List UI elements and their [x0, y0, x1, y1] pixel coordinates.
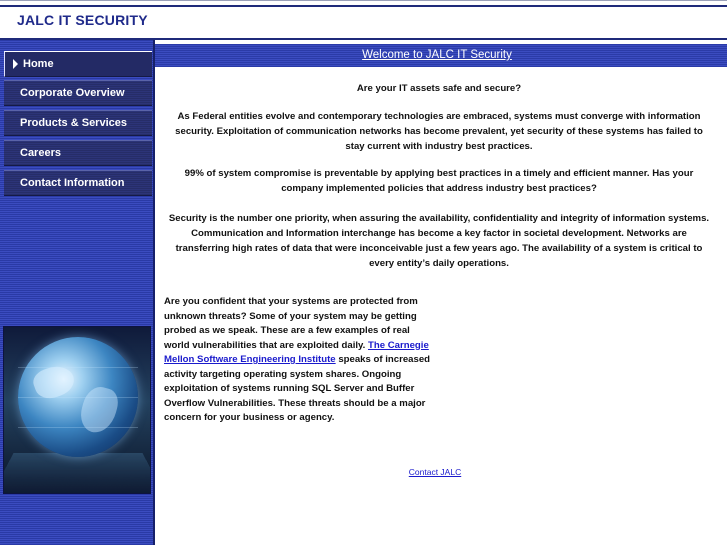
sidebar-item-label: Corporate Overview [20, 87, 125, 99]
sidebar-item-home[interactable] [4, 51, 152, 77]
globe-floor [3, 453, 151, 494]
sidebar-item-careers[interactable] [4, 140, 152, 166]
sidebar-item-label: Products & Services [20, 117, 127, 129]
globe-gridline [18, 367, 138, 368]
sidebar-item-products-services[interactable] [4, 110, 152, 136]
sidebar-item-label: Careers [20, 147, 61, 159]
sidebar [0, 40, 155, 545]
threats-text-before: Are you confident that your systems are protected from unknown threats? Some of your system may be getting probed as we speak. These are a few examples of real world vulnerabilities that are exploited daily. [164, 296, 418, 351]
globe-image [3, 326, 151, 494]
header [0, 0, 727, 40]
threats-text-after: speaks of increased activity targeting operating system shares. Ongoing exploitation of systems running SQL Server and Buffer Overflow Vulnerabilities. These threats should be a major concern for your business or agency. [164, 354, 431, 423]
arrow-right-icon [13, 59, 18, 69]
sidebar-item-label: Contact Information [20, 177, 125, 189]
welcome-bar [155, 44, 727, 67]
sidebar-item-label: Home [23, 58, 54, 70]
header-top-rule [0, 5, 727, 7]
compromise-paragraph: 99% of system compromise is preventable by applying best practices in a timely and efficient manner. Has your company implemented policies that address industry best practices? [184, 168, 694, 194]
cmu-sei-link[interactable]: The Carnegie Mellon Software Engineering Institute [164, 339, 429, 365]
site-title[interactable]: JALC IT SECURITY [17, 12, 148, 28]
security-paragraph: Security is the number one priority, when assuring the availability, confidentiality and integrity of information systems. Communication and Information interchange has become a key factor in societal development. Networks are transferring high rates of data that were inconceivable just a few years ago. The availability of a system is critical to every entity’s daily operations. [168, 213, 710, 269]
sidebar-item-contact-information[interactable] [4, 170, 152, 196]
sidebar-item-corporate-overview[interactable] [4, 80, 152, 106]
federal-paragraph: As Federal entities evolve and contemporary technologies are embraced, systems must converge with information security. Exploitation of communication networks has become prevalent, yet security of these systems has failed to stay current with industry best practices. [175, 111, 703, 152]
globe-gridline [18, 397, 138, 398]
intro-question: Are your IT assets safe and secure? [356, 83, 522, 94]
contact-jalc-link[interactable]: Contact JALC [408, 467, 462, 477]
globe-gridline [18, 427, 138, 428]
main-content [155, 40, 727, 545]
threats-paragraph [164, 295, 436, 426]
welcome-title[interactable]: Welcome to JALC IT Security [362, 49, 512, 61]
